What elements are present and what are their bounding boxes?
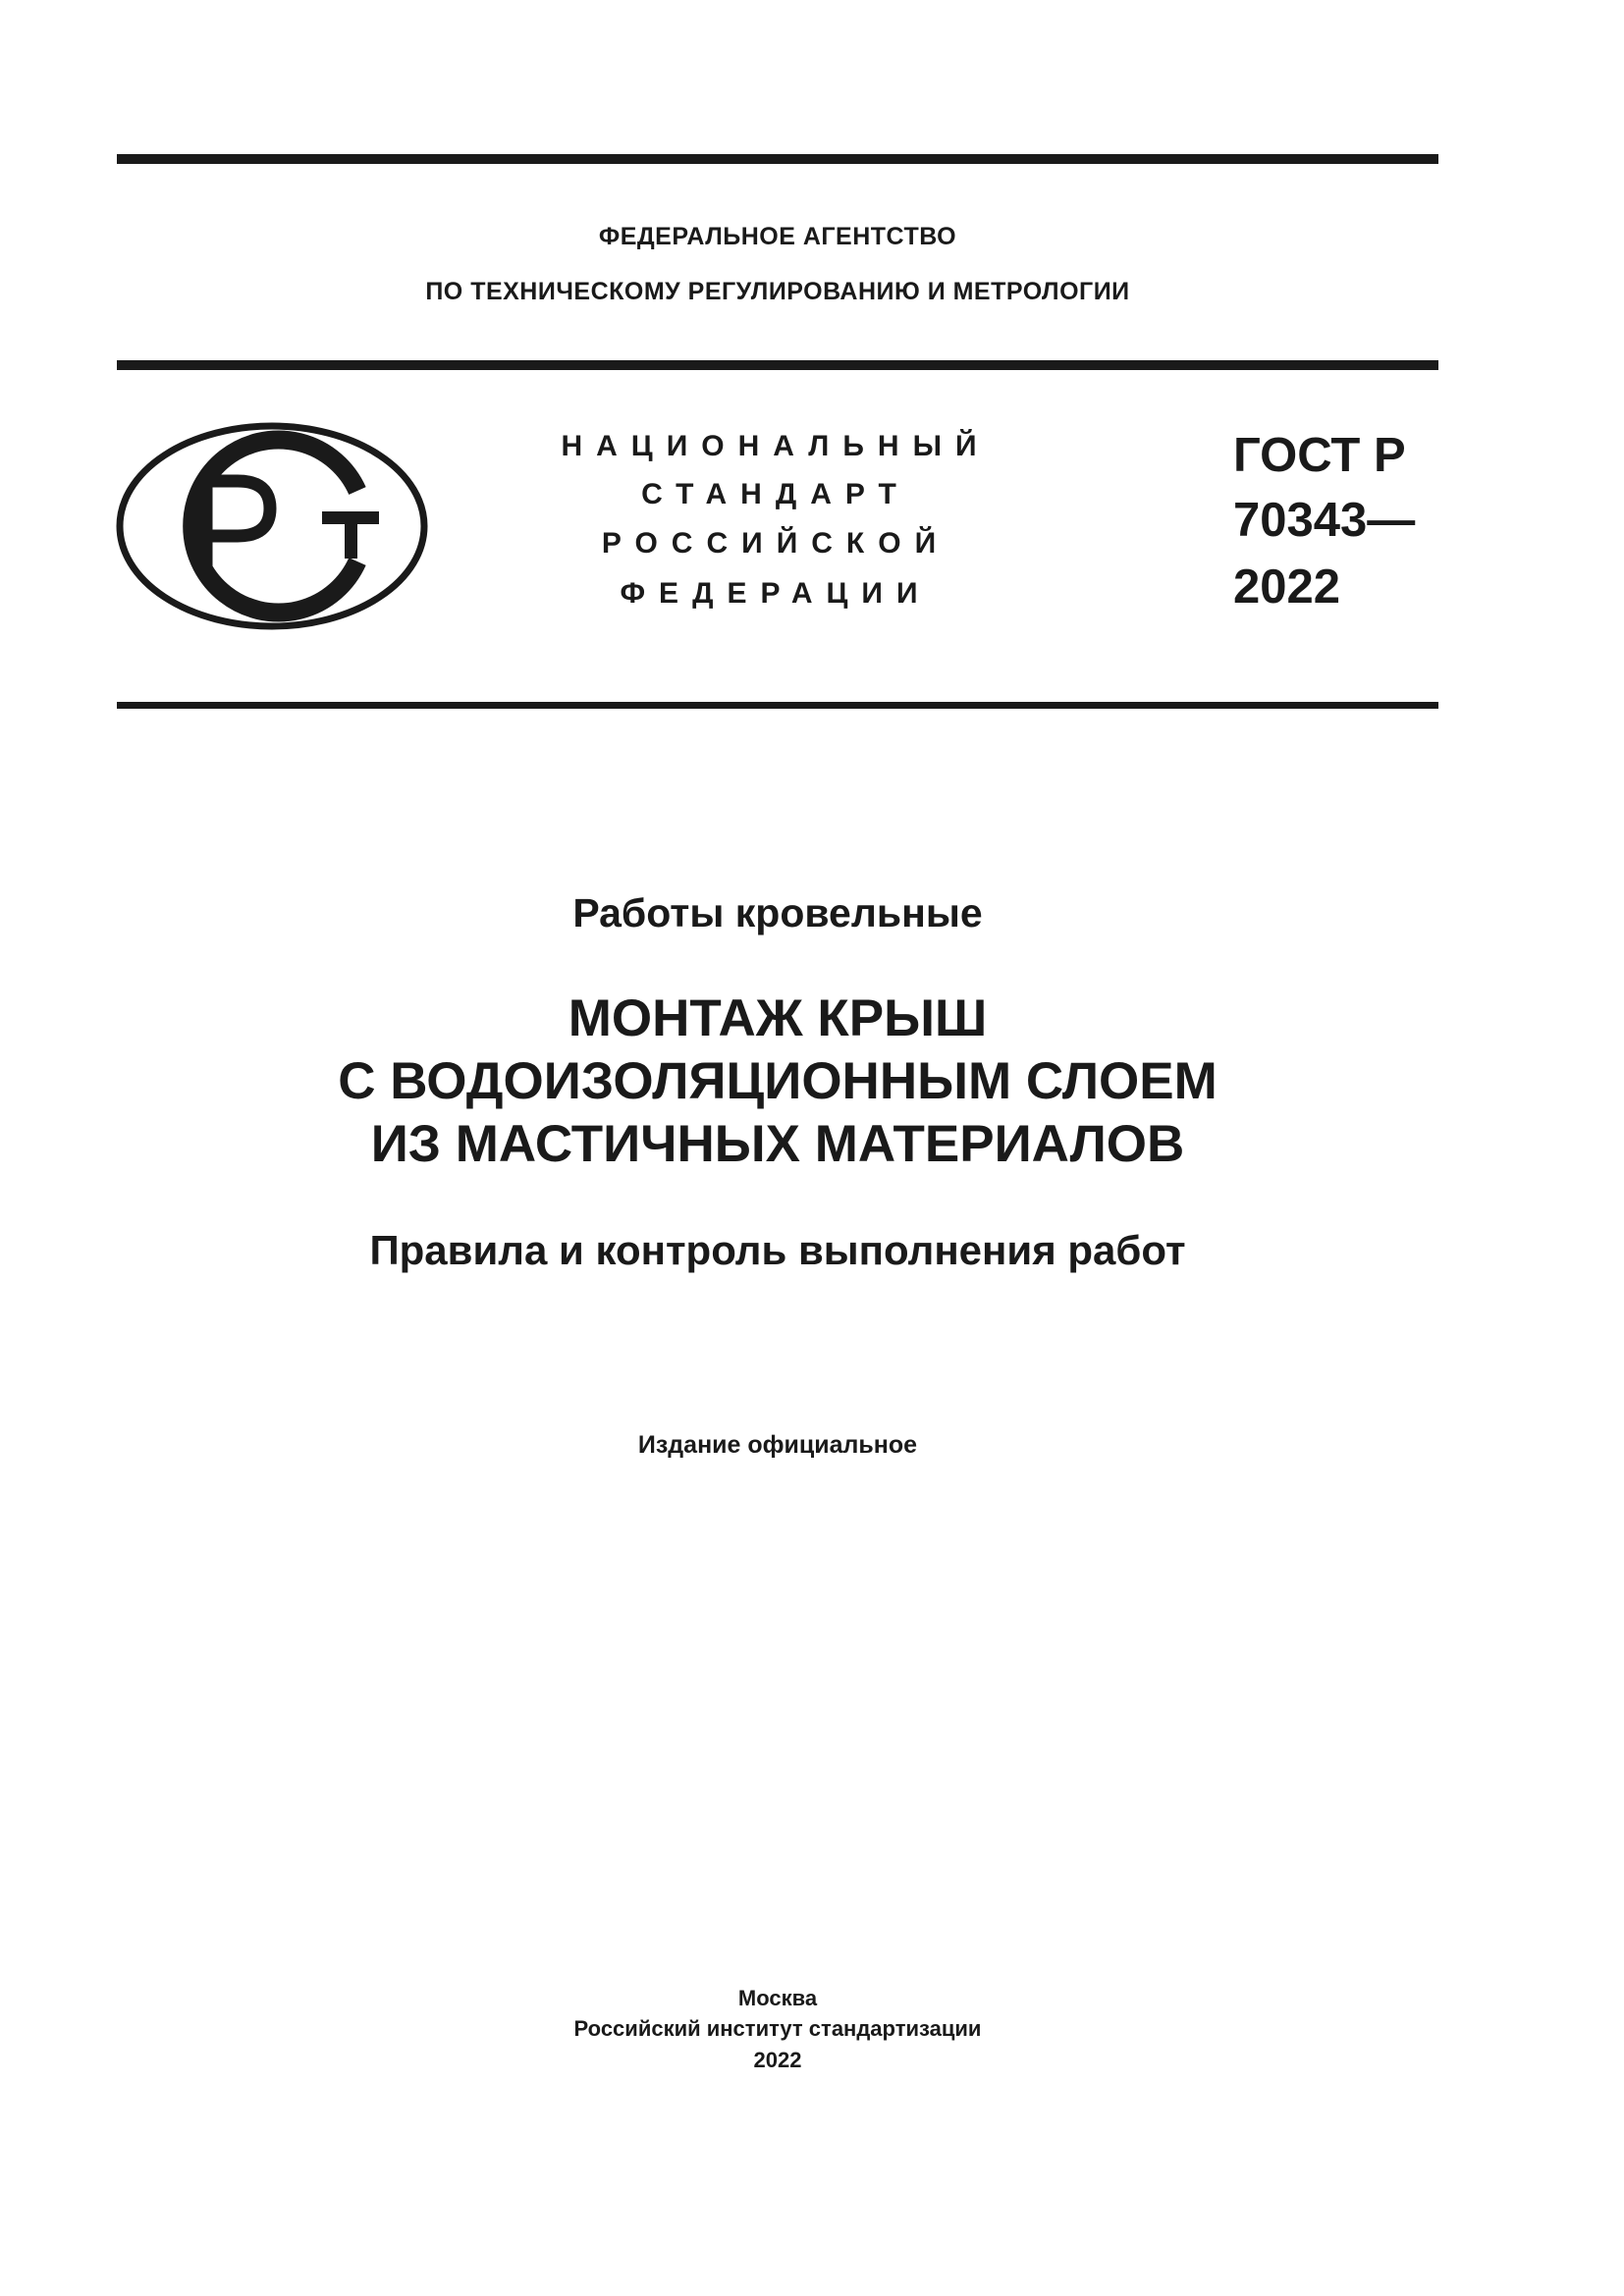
- imprint-year: 2022: [753, 2048, 802, 2072]
- rst-certification-mark-icon: [116, 422, 428, 630]
- header-rule: [117, 360, 1438, 370]
- main-title-line-2: С ВОДОИЗОЛЯЦИОННЫМ СЛОЕМ: [338, 1052, 1218, 1110]
- edition-label: Издание официальное: [637, 1431, 918, 1459]
- designation-prefix: ГОСТ Р: [1233, 429, 1406, 482]
- main-title-line-3: ИЗ МАСТИЧНЫХ МАТЕРИАЛОВ: [370, 1115, 1185, 1173]
- agency-line-1: ФЕДЕРАЛЬНОЕ АГЕНТСТВО: [598, 223, 957, 250]
- agency-line-2: ПО ТЕХНИЧЕСКОМУ РЕГУЛИРОВАНИЮ И МЕТРОЛОГИИ: [425, 278, 1130, 305]
- designation-year: 2022: [1233, 561, 1341, 614]
- top-rule: [117, 154, 1438, 164]
- designation-number: 70343—: [1233, 494, 1416, 547]
- imprint-publisher: Российский институт стандартизации: [573, 2016, 982, 2041]
- main-title-line-1: МОНТАЖ КРЫШ: [568, 989, 988, 1047]
- header-bottom-rule: [117, 702, 1438, 709]
- standard-type-line-3: РОССИЙСКОЙ: [601, 527, 950, 560]
- document-main-title: [0, 988, 1555, 1176]
- document-subtitle: Правила и контроль выполнения работ: [369, 1227, 1186, 1273]
- standard-type-line-2: СТАНДАРТ: [641, 478, 910, 510]
- standard-type-line-1: НАЦИОНАЛЬНЫЙ: [561, 430, 991, 462]
- imprint-city: Москва: [737, 1986, 818, 2010]
- document-subject: Работы кровельные: [572, 890, 983, 935]
- standard-type-line-4: ФЕДЕРАЦИИ: [620, 577, 932, 610]
